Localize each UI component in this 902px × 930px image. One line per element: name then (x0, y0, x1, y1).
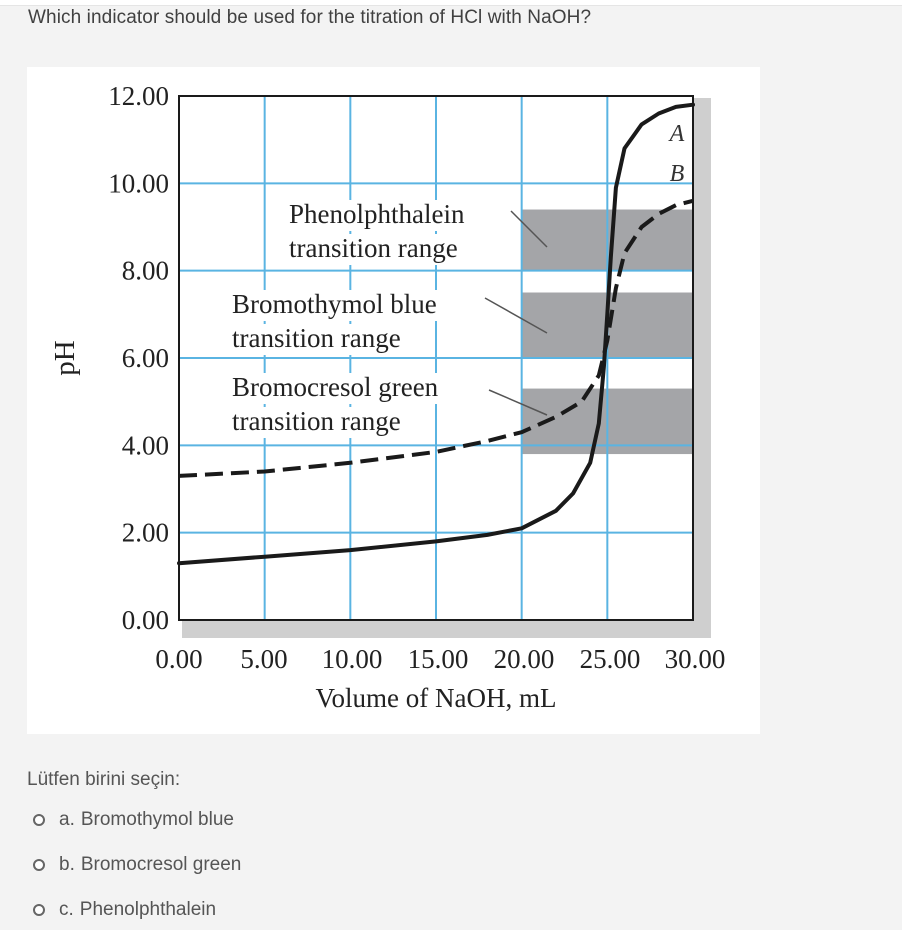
option-a-label: Bromothymol blue (80, 809, 234, 830)
option-c-letter: c. (59, 899, 74, 920)
x-tick-label: 30.00 (664, 644, 726, 674)
option-c[interactable] (33, 897, 216, 923)
y-tick-label: 2.00 (121, 517, 169, 548)
y-tick-label: 0.00 (121, 605, 169, 635)
radio-option-c[interactable] (33, 904, 45, 916)
y-tick-label: 10.00 (108, 168, 169, 199)
titration-chart (27, 67, 760, 734)
x-tick-label: 10.00 (321, 644, 383, 674)
band-label-line-2: transition range (232, 406, 401, 436)
x-tick-label: 5.00 (240, 644, 288, 674)
curve-label-b: B (669, 161, 685, 187)
band-label-line-1: Bromocresol green (232, 372, 439, 402)
option-b-label: Bromocresol green (80, 854, 242, 875)
x-tick-label: 0.00 (155, 644, 203, 674)
question-text: Which indicator should be used for the titration of HCl with NaOH? (28, 7, 592, 28)
y-tick-label: 6.00 (121, 343, 169, 373)
band-label-line-2: transition range (232, 323, 401, 353)
option-b[interactable] (33, 852, 241, 878)
option-a-letter: a. (59, 809, 75, 830)
band-label-line-2: transition range (289, 233, 458, 263)
x-tick-label: 20.00 (493, 644, 555, 674)
x-tick-label: 25.00 (579, 644, 641, 674)
y-axis-label: pH (49, 340, 81, 376)
answer-prompt: Lütfen birini seçin: (27, 769, 181, 790)
page-top-edge (0, 0, 902, 6)
radio-option-b[interactable] (33, 859, 45, 871)
chart-svg (27, 67, 760, 734)
y-tick-label: 12.00 (108, 81, 169, 111)
radio-option-a[interactable] (33, 814, 45, 826)
x-axis-label: Volume of NaOH, mL (315, 683, 557, 713)
curve-label-a: A (669, 121, 685, 147)
band-label-line-1: Bromothymol blue (232, 289, 437, 319)
option-b-letter: b. (59, 854, 75, 875)
x-tick-label: 15.00 (407, 644, 469, 674)
y-tick-label: 4.00 (121, 430, 169, 461)
option-c-label: Phenolphthalein (79, 899, 217, 920)
band-label-line-1: Phenolphthalein (289, 199, 465, 229)
y-tick-label: 8.00 (121, 255, 169, 286)
option-a[interactable] (33, 807, 234, 833)
